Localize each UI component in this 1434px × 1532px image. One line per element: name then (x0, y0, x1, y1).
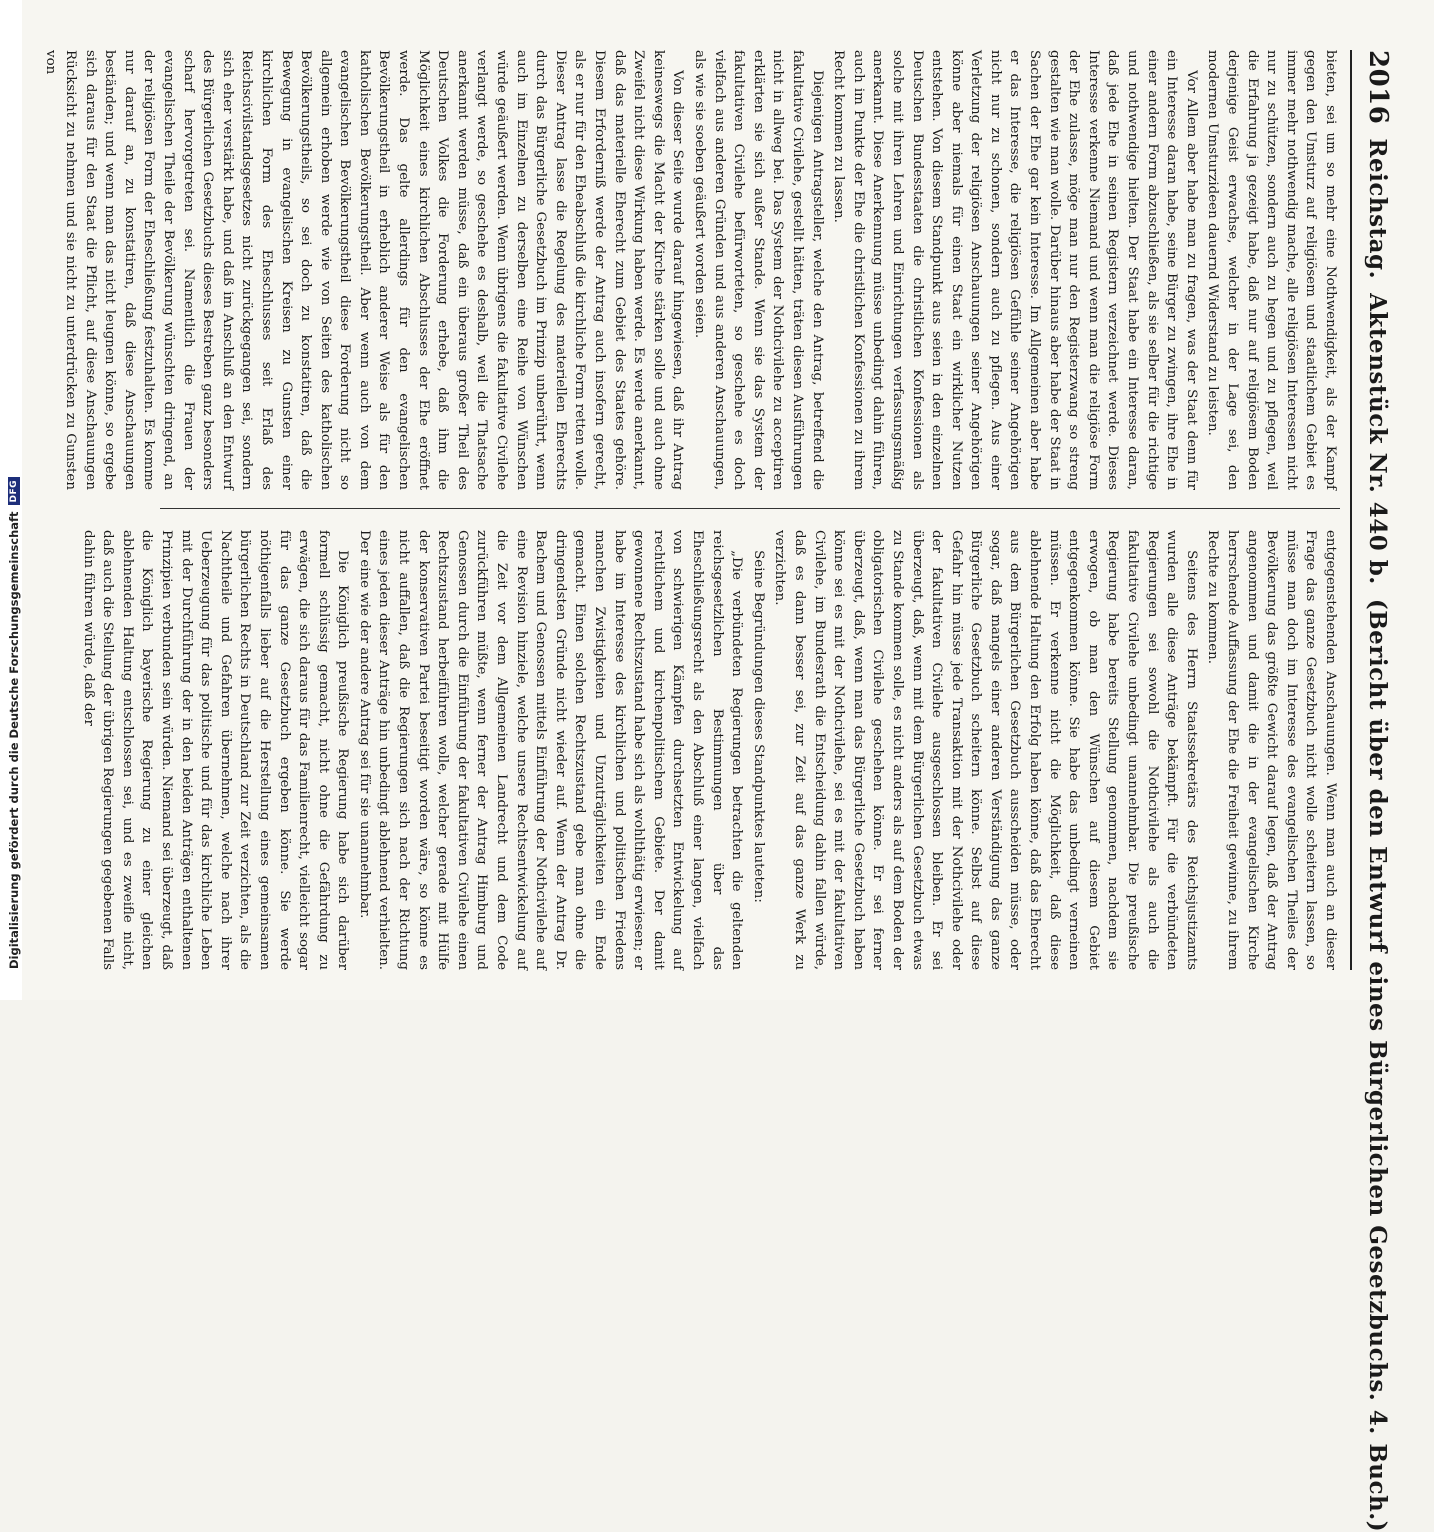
paragraph: entgegenstehenden Anschauungen. Wenn man auch an dieser Frage das ganze Gesetzbuch nicht wolle scheitern lassen, so müsse man doch im Interesse des evangelischen Theiles der Bevölkerung das größte Gewicht darauf legen, daß der Antrag angenommen und damit die in der evangelischen Kirche herrschende Auffassung der Ehe die Freiheit gewinne, zu ihrem Rechte zu kommen. (1205, 530, 1338, 970)
paragraph: „Die verbündeten Regierungen betrachten die geltenden reichsgesetzlichen Bestimmungen über das Eheschließungsrecht als den Abschluß einer langen, vielfach von schwierigen Kämpfen durchsetzten Entwickelung auf rechtlichem und kirchenpolitischem Gebiete. Der damit gewonnene Rechtszustand habe sich als wohlthätig erwiesen; er habe im Interesse des kirchlichen und politischen Friedens manchen Zwistigkeiten und Unzuträglichkeiten ein Ende gemacht. Einen solchen Rechtszustand gebe man ohne die dringendsten Gründe nicht wieder auf. Wenn der Antrag Dr. Bachem und Genossen mittels Einführung der Nothcivilehe auf eine Revision hinziele, welche unsere Rechtsentwickelung auf die Zeit vor dem Allgemeinen Landrecht und dem Code zurückführen müßte, wenn ferner der Antrag Himburg und Genossen durch die Einführung der fakultativen Civilehe einen Rechtszustand herbeiführen wolle, welcher gerade mit Hülfe der konservativen Partei beseitigt worden wäre, so könne es nicht auffallen, daß die Regierungen sich nach der Richtung eines jeden dieser Anträge hin unbedingt ablehnend verhielten. Der eine wie der andere Antrag sei für sie unannehmbar. (356, 530, 745, 970)
credit-text: Digitalisierung gefördert durch die Deutsche Forschungsgemeinschaft (7, 511, 21, 969)
column-divider (160, 508, 1340, 509)
paragraph: Diejenigen Antragsteller, welche den Antrag, betreffend die fakultative Civilehe, gestellt hätten, träten diesen Ausführungen nicht in allweg bei. Das System der Nothcivilehe zu acceptiren erklärten sie sich außer Stande. Wenn sie das System der fakultativen Civilehe befürworteten, so geschehe es doch vielfach aus anderen Gründen und aus anderen Anschauungen, als wie sie soeben geäußert worden seien. (692, 50, 825, 490)
paragraph: Vor Allem aber habe man zu fragen, was der Staat denn für ein Interesse daran habe, seine Bürger zu zwingen, ihre Ehe in einer andern Form abzuschließen, als sie selber für die richtige und nothwendige hielten. Der Staat habe ein Interesse daran, daß jede Ehe in seinen Registern verzeichnet werde. Dieses Interesse verkenne Niemand und wenn man die religiöse Form der Ehe zulasse, möge man nur den Registerzwang so streng gestalten wie man wolle. Darüber hinaus aber habe der Staat in Sachen der Ehe gar kein Interesse. Im Allgemeinen aber habe er das Interesse, die religiösen Gefühle seiner Angehörigen nicht nur zu schonen, sondern auch zu pflegen. Aus einer Verletzung der religiösen Anschauungen seiner Angehörigen könne aber niemals für einen Staat ein wirklicher Nutzen entstehen. Von diesem Standpunkt aus seien in den einzelnen Deutschen Bundesstaaten die christlichen Konfessionen als solche mit ihren Lehren und Einrichtungen verfassungsmäßig anerkannt. Diese Anerkennung müsse unbedingt dahin führen, auch im Punkte der Ehe die christlichen Konfessionen zu ihrem Recht kommen zu lassen. (831, 50, 1199, 490)
document-number: Aktenstück Nr. 440 b. (1364, 293, 1392, 585)
paragraph: Die Königlich preußische Regierung habe sich darüber formell schlüssig gemacht, nicht ohne die Gefährdung zu erwägen, die sich daraus für das Familienrecht, vielleicht sogar für das ganze Gesetzbuch ergeben könne. Sie werde nöthigenfalls lieber auf die Herstellung eines gemeinsamen bürgerlichen Rechts in Deutschland zur Zeit verzichten, als die Nachtheile und Gefahren übernehmen, welche nach ihrer Ueberzeugung für das politische und für das kirchliche Leben mit der Durchführung der in den beiden Anträgen enthaltenen Prinzipien verbunden sein würden. Niemand sei überzeugt, daß die Königlich bayerische Regierung zu einer gleichen ablehnenden Haltung entschlossen sei, und es zweifle nicht, daß auch die Stellung der übrigen Regierungen gegebenen Falls dahin führen würde, daß der (80, 530, 351, 970)
digitization-credit-strip (0, 0, 22, 1000)
rotated-document-page (43, 30, 1410, 1532)
header-rule (1350, 50, 1352, 970)
document-subject: (Bericht über den Entwurf eines Bürgerlichen Gesetzbuchs. 4. Buch.) (1364, 598, 1392, 1532)
page-header (1358, 50, 1398, 1532)
dfg-logo: DFG (8, 477, 20, 506)
paragraph: Seitens des Herrn Staatssekretärs des Reichsjustizamts wurden alle diese Anträge bekämpft. Für die verbündeten Regierungen sei sowohl die Nothcivilehe als auch die fakultative Civilehe unbedingt unannehmbar. Die preußische Regierung habe bereits Stellung genommen, nachdem sie erwogen, ob man den Wünschen auf diesem Gebiet entgegenkommen könne. Sie habe das unbedingt verneinen müssen. Er verkenne nicht die Möglichkeit, daß diese ablehnende Haltung den Erfolg haben könne, daß das Eherecht aus dem Bürgerlichen Gesetzbuch ausscheiden müsse, oder sogar, daß mangels einer anderen Verständigung das ganze Bürgerliche Gesetzbuch scheitern könne. Selbst auf diese Gefahr hin müsse jede Transaktion mit der Nothcivilehe oder der fakultativen Civilehe ausgeschlossen bleiben. Er sei überzeugt, daß, wenn mit dem Bürgerlichen Gesetzbuch etwas zu Stande kommen solle, es nicht anders als auf dem Boden der obligatorischen Civilehe geschehen könne. Er sei ferner überzeugt, daß, wenn man das Bürgerliche Gesetzbuch haben könne sei es mit der Nothcivilehe, sei es mit der fakultativen Civilehe, im Bundesrath die Entscheidung dahin fallen würde, daß es dann besser sei, zur Zeit auf das ganze Werk zu verzichten. (772, 530, 1199, 970)
paragraph: Seine Begründungen dieses Standpunktes lauteten: (750, 550, 766, 903)
digitization-credit (3, 0, 25, 997)
right-text-column (80, 530, 1340, 970)
paragraph: Von dieser Seite wurde darauf hingewiesen, daß ihr Antrag keineswegs die Macht der Kirche stärken solle und auch ohne Zweifel nicht diese Wirkung haben werde. Es werde anerkannt, daß das materielle Eherecht zum Gebiet des Staates gehöre. Diesem Erforderniß werde der Antrag auch insofern gerecht, als er nur für den Eheabschluß die kirchliche Form retten wolle. Dieser Antrag lasse die Regelung des materiellen Eherechts durch das Bürgerliche Gesetzbuch im Prinzip unberührt, wenn auch im Einzelnen zu derselben eine Reihe von Wünschen würde geäußert werden. Wenn übrigens die fakultative Civilehe verlangt werde, so geschehe es deshalb, weil die Thatsache anerkannt werden müsse, daß ein überaus großer Theil des Deutschen Volkes die Forderung erhebe, daß ihm die Möglichkeit eines kirchlichen Abschlusses der Ehe eröffnet werde. Das gelte allerdings für den evangelischen Bevölkerungstheil in erheblich anderer Weise als für den katholischen Bevölkerungstheil. Aber wenn auch von dem evangelischen Bevölkerungstheil diese Forderung nicht so allgemein erhoben werde wie von Seiten des katholischen Bevölkerungstheils, so sei doch zu konstatiren, daß die Bewegung in evangelischen Kreisen zu Gunsten einer kirchlichen Form des Eheschlusses seit Erlaß des Reichscivilstandsgesetzes nicht zurückgegangen sei, sondern sich eher verstärkt habe, und daß im Anschluß an den Entwurf des Bürgerlichen Gesetzbuchs dieses Bestreben ganz besonders scharf hervorgetreten sei. Namentlich die Frauen der evangelischen Theile der Bevölkerung wünschten dringend, an der religiösen Form der Eheschließung festzuhalten. Es komme nur darauf an, zu konstatiren, daß diese Anschauungen beständen; und wenn man das nicht leugnen könne, so ergebe sich daraus für den Staat die Pflicht, auf diese Anschauungen Rücksicht zu nehmen und sie nicht zu unterdrücken zu Gunsten von (43, 50, 686, 490)
left-text-column (43, 50, 1340, 490)
page-number: 2016 (1363, 50, 1393, 125)
chamber-name: Reichstag. (1364, 138, 1392, 280)
paragraph: bieten, sei um so mehr eine Nothwendigkeit, als der Kampf gegen den Umsturz auf religiösem und staatlichem Gebiet es immer mehr nothwendig mache, alle religiösen Interessen nicht nur zu schützen, sondern auch zu hegen und zu pflegen, weil die Erfahrung ja gezeigt habe, daß nur auf religiösem Boden derjenige Geist erwachse, welcher in der Lage sei, den modernen Umsturzideen dauernd Widerstand zu leisten. (1205, 50, 1338, 490)
